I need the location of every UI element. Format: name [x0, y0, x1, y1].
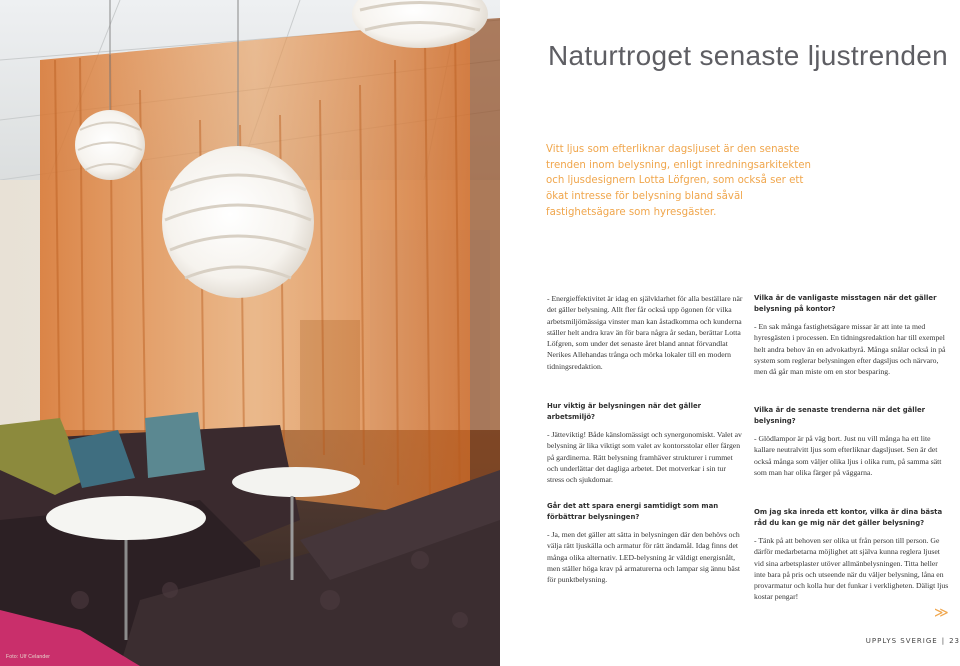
magazine-name: UPPLYS SVERIGE	[865, 637, 938, 645]
footer-separator: |	[941, 637, 946, 645]
answer: - Glödlampor är på väg bort. Just nu vill många ha ett lite kallare neutralvitt ljus som efterliknar dagsljuset. Sen är det också många som väljer olika ljus i olika rum, på samma sätt som man har olika färger på väggarna.	[754, 434, 942, 477]
question: Om jag ska inreda ett kontor, vilka är dina bästa råd du kan ge mig när det gäller belysning?	[754, 508, 943, 527]
qa-block	[754, 293, 950, 377]
qa-block	[547, 401, 743, 485]
answer: - Tänk på att behoven ser olika ut från person till person. Ge därför medarbetarna möjlighet att själva kunna reglera ljuset vid sina arbetsplaster utöver allmänbelysningen. Titta heller inte bara på pris och utseende när du väljer belysning, låna en provarmatur och kolla hur det funkar i verkligheten. Däligt ljus kostar pengar!	[754, 536, 949, 602]
photo-credit: Foto: Ulf Celander	[6, 654, 51, 660]
headline: Naturtroget senaste ljustrenden	[548, 40, 948, 71]
qa-block	[547, 501, 743, 585]
continue-arrow-icon: ≫	[934, 605, 949, 621]
page-number: 23	[949, 637, 960, 645]
answer: - Ja, men det gäller att sätta in belysningen där den behövs och välja rätt ljuskälla och armatur för rätt ändamål. Idag finns det många olika alternativ. LED-belysning är väldigt energisnålt, men ställer höga krav på armaturerna och lampar sig ännu bäst för punktbelysning.	[547, 530, 740, 585]
page-footer	[760, 637, 960, 645]
intro-block	[547, 293, 743, 372]
qa-block	[754, 507, 950, 603]
question: Går det att spara energi samtidigt som man förbättrar belysningen?	[547, 502, 719, 521]
answer: - Jätteviktig! Både känslomässigt och synergonomiskt. Valet av belysning är lika viktigt som valet av kontorsstolar eller färgen på gardinerna. Rätt belysning framhäver strukturer i rummet och underlättar det dagliga arbetet. Det motverkar i sin tur stress och sjukdomar.	[547, 430, 742, 485]
answer: - En sak många fastighetsägare missar är att inte ta med hyresgästen i processen. En tidningsredaktion har till exempel helt andra behov än en advokatbyrå. Många snålar också in på system som reglerar belysningen efter dagsljus och närvaro, men då går man miste om en stor besparing.	[754, 322, 946, 377]
intro-paragraph: - Energieffektivitet är idag en självklarhet för alla beställare när det gäller belysning. Allt fler får också upp ögonen för vilka arbetsmiljömässiga vinster man kan åstadkomma och kunderna ställer helt andra krav än för bara några år sedan, berättar Lotta Löfgren, som under det senaste året bland annat förvandlat Nerikes Allehandas trånga och mörka lokaler till en modern tidningsredaktion.	[547, 294, 743, 371]
question: Hur viktig är belysningen när det gäller arbetsmiljö?	[547, 402, 702, 421]
lede: Vitt ljus som efterliknar dagsljuset är den senaste trenden inom belysning, enligt inredningsarkitekten och ljusdesignern Lotta Löfgren, som också ser ett ökat intresse för belysning bland såväl fastighetsägare som hyresgäster.	[546, 144, 812, 218]
question: Vilka är de vanligaste misstagen när det gäller belysning på kontor?	[754, 294, 937, 313]
qa-block	[754, 405, 950, 478]
question: Vilka är de senaste trenderna när det gäller belysning?	[754, 406, 926, 425]
article-page	[500, 0, 960, 666]
